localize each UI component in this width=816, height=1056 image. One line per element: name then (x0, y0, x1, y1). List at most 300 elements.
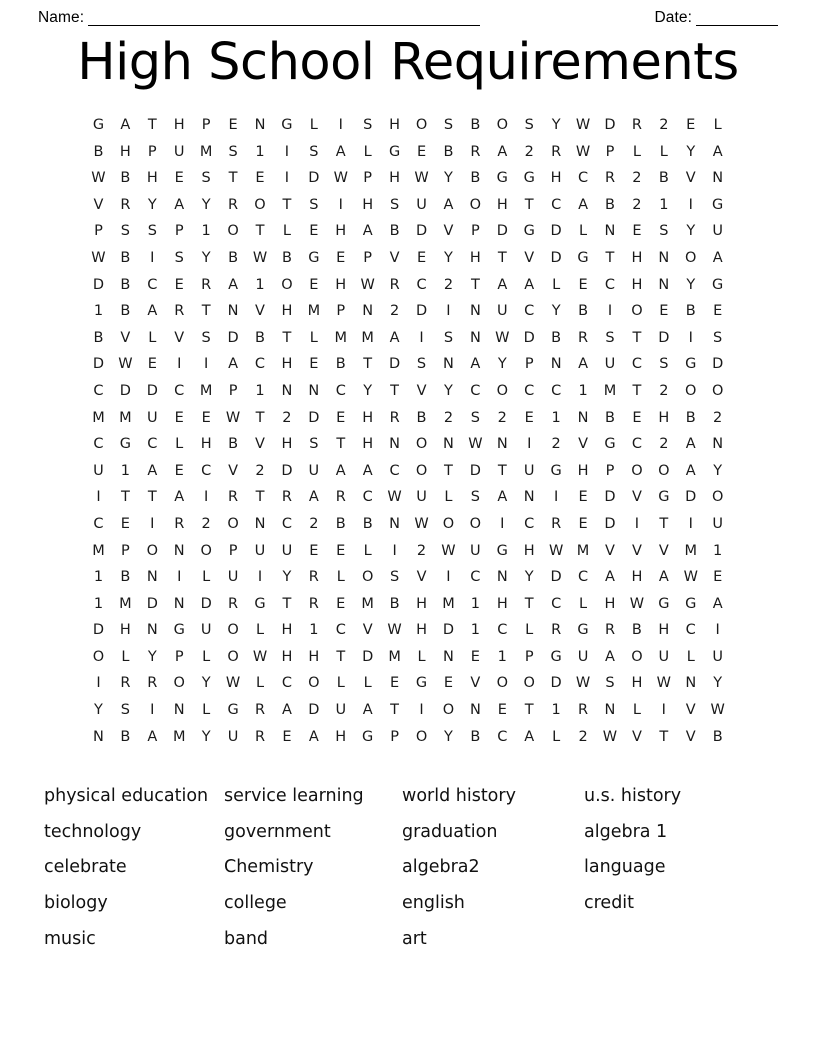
grid-cell[interactable]: A (174, 196, 185, 213)
grid-cell[interactable]: P (228, 382, 238, 399)
grid-cell[interactable]: R (174, 303, 185, 320)
grid-cell[interactable]: 2 (578, 728, 588, 745)
grid-cell[interactable]: O (496, 382, 508, 399)
grid-cell[interactable]: A (605, 569, 615, 586)
word-list-item[interactable]: technology (44, 821, 142, 842)
grid-cell[interactable]: P (605, 143, 615, 160)
grid-cell[interactable]: B (470, 117, 481, 133)
grid-cell[interactable]: C (174, 382, 185, 399)
grid-cell[interactable]: B (685, 409, 696, 426)
grid-cell[interactable]: O (658, 462, 670, 479)
grid-cell[interactable]: W (683, 569, 698, 586)
grid-cell[interactable]: C (147, 436, 158, 453)
grid-cell[interactable]: H (146, 170, 158, 187)
grid-cell[interactable]: H (416, 595, 427, 612)
grid-cell[interactable]: V (524, 249, 535, 266)
grid-cell[interactable]: I (177, 356, 182, 373)
grid-cell[interactable]: O (227, 648, 239, 665)
grid-cell[interactable]: I (500, 515, 505, 532)
grid-cell[interactable]: N (173, 542, 185, 559)
grid-cell[interactable]: R (551, 622, 562, 639)
grid-cell[interactable]: D (389, 356, 401, 373)
grid-cell[interactable]: O (685, 249, 697, 266)
grid-cell[interactable]: 2 (632, 170, 642, 187)
grid-cell[interactable]: S (605, 675, 615, 692)
grid-cell[interactable]: R (281, 489, 292, 506)
grid-cell[interactable]: L (632, 702, 641, 719)
grid-cell[interactable]: 1 (551, 409, 561, 426)
grid-cell[interactable]: 2 (497, 409, 507, 426)
grid-cell[interactable]: V (228, 462, 239, 479)
grid-cell[interactable]: R (389, 276, 400, 293)
grid-cell[interactable]: G (523, 170, 535, 187)
grid-cell[interactable]: B (389, 595, 400, 612)
grid-cell[interactable]: U (577, 648, 589, 665)
grid-cell[interactable]: S (309, 436, 319, 453)
grid-cell[interactable]: R (254, 702, 266, 719)
grid-cell[interactable]: H (200, 436, 212, 453)
grid-cell[interactable]: L (175, 436, 184, 453)
grid-cell[interactable]: T (497, 462, 507, 479)
grid-cell[interactable]: Y (444, 170, 453, 187)
grid-cell[interactable]: A (497, 489, 508, 506)
grid-cell[interactable]: L (444, 489, 453, 506)
grid-cell[interactable]: D (119, 382, 131, 399)
grid-cell[interactable]: N (308, 382, 320, 399)
grid-cell[interactable]: Y (363, 382, 373, 399)
grid-cell[interactable]: B (712, 728, 723, 745)
grid-cell[interactable]: L (336, 675, 345, 692)
grid-cell[interactable]: H (281, 356, 293, 373)
grid-cell[interactable]: T (632, 382, 642, 399)
grid-cell[interactable]: N (146, 569, 158, 586)
grid-cell[interactable]: W (548, 542, 564, 559)
grid-cell[interactable]: G (496, 170, 508, 187)
grid-cell[interactable]: M (361, 329, 374, 346)
grid-cell[interactable]: C (93, 515, 104, 532)
grid-cell[interactable]: V (443, 223, 454, 240)
grid-cell[interactable]: U (146, 409, 158, 426)
grid-cell[interactable]: N (712, 436, 724, 453)
grid-cell[interactable]: V (578, 436, 589, 453)
grid-cell[interactable]: C (577, 569, 589, 586)
grid-cell[interactable]: N (469, 329, 481, 346)
grid-cell[interactable]: C (631, 436, 642, 453)
grid-cell[interactable]: R (578, 702, 589, 719)
grid-cell[interactable]: V (93, 196, 104, 213)
grid-cell[interactable]: D (415, 303, 428, 320)
grid-cell[interactable]: G (281, 117, 293, 133)
grid-cell[interactable]: O (254, 196, 266, 213)
grid-cell[interactable]: M (307, 303, 321, 320)
grid-cell[interactable]: E (174, 170, 184, 187)
grid-cell[interactable]: 2 (389, 303, 400, 320)
grid-cell[interactable]: S (363, 117, 373, 133)
grid-cell[interactable]: D (469, 462, 481, 479)
grid-cell[interactable]: E (390, 675, 400, 692)
grid-cell[interactable]: U (604, 356, 616, 373)
grid-cell[interactable]: S (389, 196, 400, 213)
grid-cell[interactable]: T (524, 702, 534, 719)
word-list-item[interactable]: art (402, 929, 427, 950)
grid-cell[interactable]: A (685, 462, 696, 479)
grid-cell[interactable]: S (120, 223, 130, 240)
grid-cell[interactable]: I (661, 702, 666, 719)
grid-cell[interactable]: U (254, 542, 266, 559)
grid-cell[interactable]: H (550, 170, 562, 187)
grid-cell[interactable]: T (659, 728, 669, 745)
grid-cell[interactable]: E (336, 409, 346, 426)
word-list-item[interactable]: music (44, 929, 96, 950)
grid-cell[interactable]: T (282, 595, 292, 612)
grid-cell[interactable]: 2 (632, 196, 642, 213)
grid-cell[interactable]: M (361, 595, 374, 612)
grid-cell[interactable]: Y (686, 276, 696, 293)
grid-cell[interactable]: O (308, 675, 320, 692)
grid-cell[interactable]: G (92, 117, 105, 133)
grid-cell[interactable]: B (335, 356, 346, 373)
grid-cell[interactable]: I (338, 196, 343, 213)
grid-cell[interactable]: W (333, 170, 348, 187)
grid-cell[interactable]: P (363, 249, 373, 266)
grid-cell[interactable]: E (632, 409, 642, 426)
grid-cell[interactable]: O (227, 515, 239, 532)
grid-cell[interactable]: A (524, 728, 535, 745)
grid-cell[interactable]: R (604, 170, 616, 187)
grid-cell[interactable]: D (308, 170, 320, 187)
grid-cell[interactable]: H (389, 117, 401, 133)
grid-cell[interactable]: L (121, 648, 130, 665)
grid-cell[interactable]: W (575, 117, 591, 133)
grid-cell[interactable]: B (470, 170, 481, 187)
grid-cell[interactable]: P (147, 143, 157, 160)
grid-cell[interactable]: R (308, 595, 319, 612)
grid-cell[interactable]: G (362, 728, 374, 745)
grid-cell[interactable]: U (416, 196, 427, 213)
grid-cell[interactable]: I (177, 569, 182, 586)
grid-cell[interactable]: W (387, 489, 402, 506)
grid-cell[interactable]: D (281, 462, 293, 479)
grid-cell[interactable]: A (174, 489, 185, 506)
grid-cell[interactable]: O (415, 462, 428, 479)
grid-cell[interactable]: 2 (659, 117, 669, 133)
grid-cell[interactable]: I (96, 489, 101, 506)
grid-cell[interactable]: 2 (309, 515, 319, 532)
grid-cell[interactable]: Y (201, 249, 211, 266)
grid-cell[interactable]: B (281, 249, 292, 266)
grid-cell[interactable]: 2 (659, 436, 669, 453)
grid-cell[interactable]: H (335, 276, 347, 293)
grid-cell[interactable]: H (119, 622, 131, 639)
grid-cell[interactable]: T (632, 329, 642, 346)
grid-cell[interactable]: O (442, 702, 455, 719)
grid-cell[interactable]: E (497, 702, 507, 719)
grid-cell[interactable]: Y (713, 462, 723, 479)
grid-cell[interactable]: G (577, 622, 589, 639)
grid-cell[interactable]: 1 (713, 542, 723, 559)
grid-cell[interactable]: R (578, 329, 589, 346)
grid-cell[interactable]: P (228, 542, 238, 559)
grid-cell[interactable]: C (497, 622, 508, 639)
grid-cell[interactable]: E (578, 515, 588, 532)
grid-cell[interactable]: O (92, 648, 105, 665)
grid-cell[interactable]: A (605, 648, 615, 665)
grid-cell[interactable]: D (550, 223, 562, 240)
grid-cell[interactable]: B (93, 329, 104, 346)
grid-cell[interactable]: N (550, 356, 562, 373)
grid-cell[interactable]: V (631, 489, 642, 506)
grid-cell[interactable]: E (713, 569, 723, 586)
grid-cell[interactable]: D (308, 409, 320, 426)
grid-cell[interactable]: V (255, 436, 265, 453)
word-list-item[interactable]: service learning (224, 785, 364, 806)
grid-cell[interactable]: 1 (578, 382, 588, 399)
word-search-grid[interactable] (85, 112, 731, 750)
grid-cell[interactable]: N (254, 117, 266, 133)
grid-cell[interactable]: R (604, 622, 616, 639)
grid-cell[interactable]: L (309, 329, 318, 346)
grid-cell[interactable]: D (604, 515, 616, 532)
grid-cell[interactable]: D (362, 648, 374, 665)
grid-cell[interactable]: H (604, 595, 616, 612)
grid-cell[interactable]: C (93, 436, 104, 453)
grid-cell[interactable]: 1 (255, 276, 265, 293)
grid-cell[interactable]: S (120, 702, 130, 719)
grid-cell[interactable]: G (496, 542, 508, 559)
grid-cell[interactable]: I (284, 143, 290, 160)
grid-cell[interactable]: 2 (282, 409, 292, 426)
grid-cell[interactable]: A (335, 462, 346, 479)
grid-cell[interactable]: A (578, 196, 589, 213)
grid-cell[interactable]: N (496, 569, 508, 586)
grid-cell[interactable]: N (712, 170, 724, 187)
grid-cell[interactable]: N (146, 622, 158, 639)
grid-cell[interactable]: L (525, 622, 534, 639)
grid-cell[interactable]: L (202, 569, 211, 586)
grid-cell[interactable]: M (442, 595, 455, 612)
word-list-item[interactable]: celebrate (44, 857, 127, 878)
grid-cell[interactable]: O (469, 196, 482, 213)
grid-cell[interactable]: A (389, 329, 400, 346)
grid-cell[interactable]: N (173, 702, 185, 719)
grid-cell[interactable]: Y (147, 196, 157, 213)
grid-cell[interactable]: G (685, 356, 697, 373)
grid-cell[interactable]: D (604, 489, 616, 506)
grid-cell[interactable]: C (524, 515, 535, 532)
grid-cell[interactable]: G (227, 702, 239, 719)
grid-cell[interactable]: H (335, 728, 347, 745)
grid-cell[interactable]: G (415, 675, 428, 692)
grid-cell[interactable]: R (631, 117, 642, 133)
grid-cell[interactable]: V (120, 329, 131, 346)
grid-cell[interactable]: H (335, 223, 347, 240)
grid-cell[interactable]: A (281, 702, 292, 719)
grid-cell[interactable]: D (92, 356, 105, 373)
grid-cell[interactable]: P (390, 728, 399, 745)
grid-cell[interactable]: H (469, 249, 481, 266)
grid-cell[interactable]: M (92, 542, 105, 559)
grid-cell[interactable]: C (604, 276, 616, 293)
word-list-item[interactable]: english (402, 893, 465, 914)
grid-cell[interactable]: S (416, 356, 427, 373)
grid-cell[interactable]: C (631, 356, 642, 373)
grid-cell[interactable]: H (631, 249, 643, 266)
word-list-item[interactable]: band (224, 929, 269, 950)
grid-cell[interactable]: U (281, 542, 293, 559)
word-list-item[interactable]: college (224, 893, 287, 914)
grid-cell[interactable]: H (281, 648, 293, 665)
grid-cell[interactable]: A (712, 249, 723, 266)
grid-cell[interactable]: I (150, 515, 155, 532)
grid-cell[interactable]: A (470, 356, 481, 373)
grid-cell[interactable]: 2 (443, 276, 454, 293)
grid-cell[interactable]: C (362, 489, 373, 506)
grid-cell[interactable]: I (150, 702, 155, 719)
grid-cell[interactable]: B (551, 329, 562, 346)
grid-cell[interactable]: H (281, 436, 293, 453)
grid-cell[interactable]: P (524, 648, 534, 665)
grid-cell[interactable]: O (415, 436, 428, 453)
grid-cell[interactable]: A (147, 728, 158, 745)
grid-cell[interactable]: V (685, 702, 696, 719)
grid-cell[interactable]: O (227, 622, 239, 639)
grid-cell[interactable]: O (631, 462, 643, 479)
grid-cell[interactable]: O (415, 117, 428, 133)
grid-cell[interactable]: E (174, 409, 184, 426)
grid-cell[interactable]: O (631, 303, 643, 320)
grid-cell[interactable]: I (338, 117, 343, 133)
grid-cell[interactable]: E (201, 409, 211, 426)
grid-cell[interactable]: V (685, 170, 696, 187)
grid-cell[interactable]: G (173, 622, 185, 639)
grid-cell[interactable]: E (309, 276, 319, 293)
grid-cell[interactable]: C (201, 462, 212, 479)
grid-cell[interactable]: T (336, 648, 346, 665)
grid-cell[interactable]: V (416, 382, 427, 399)
grid-cell[interactable]: U (173, 143, 185, 160)
grid-cell[interactable]: B (605, 409, 615, 426)
grid-cell[interactable]: M (119, 409, 132, 426)
grid-cell[interactable]: D (415, 223, 428, 240)
grid-cell[interactable]: L (713, 117, 722, 133)
grid-cell[interactable]: A (685, 436, 696, 453)
grid-cell[interactable]: Y (444, 382, 453, 399)
grid-cell[interactable]: A (147, 462, 158, 479)
grid-cell[interactable]: R (551, 143, 562, 160)
grid-cell[interactable]: B (389, 223, 400, 240)
grid-cell[interactable]: C (470, 569, 481, 586)
grid-cell[interactable]: C (147, 276, 158, 293)
grid-cell[interactable]: N (496, 436, 508, 453)
grid-cell[interactable]: C (551, 595, 562, 612)
grid-cell[interactable]: A (497, 143, 508, 160)
grid-cell[interactable]: W (468, 436, 483, 453)
grid-cell[interactable]: L (632, 143, 641, 160)
grid-cell[interactable]: O (631, 648, 643, 665)
grid-cell[interactable]: R (551, 515, 562, 532)
grid-cell[interactable]: T (444, 462, 453, 479)
grid-cell[interactable]: O (415, 728, 428, 745)
grid-cell[interactable]: T (147, 489, 157, 506)
grid-cell[interactable]: B (93, 143, 104, 160)
grid-cell[interactable]: L (202, 648, 211, 665)
grid-cell[interactable]: D (712, 356, 724, 373)
grid-cell[interactable]: 1 (470, 622, 480, 639)
grid-cell[interactable]: O (496, 675, 508, 692)
grid-cell[interactable]: M (603, 382, 617, 399)
grid-cell[interactable]: L (255, 622, 265, 639)
grid-cell[interactable]: I (688, 329, 693, 346)
grid-cell[interactable]: 2 (713, 409, 723, 426)
grid-cell[interactable]: Y (444, 728, 453, 745)
grid-cell[interactable]: W (575, 143, 591, 160)
grid-cell[interactable]: E (174, 462, 184, 479)
grid-cell[interactable]: L (336, 569, 345, 586)
grid-cell[interactable]: T (363, 356, 373, 373)
grid-cell[interactable]: Y (686, 223, 696, 240)
word-list-item[interactable]: algebra 1 (584, 821, 668, 842)
grid-cell[interactable]: I (715, 622, 720, 639)
grid-cell[interactable]: N (254, 515, 266, 532)
grid-cell[interactable]: R (120, 196, 131, 213)
grid-cell[interactable]: O (200, 542, 212, 559)
grid-cell[interactable]: N (227, 303, 239, 320)
grid-cell[interactable]: H (173, 117, 185, 133)
grid-cell[interactable]: I (204, 489, 209, 506)
grid-cell[interactable]: D (550, 675, 562, 692)
grid-cell[interactable]: S (713, 329, 723, 346)
grid-cell[interactable]: T (201, 303, 211, 320)
grid-cell[interactable]: 1 (309, 622, 319, 639)
grid-cell[interactable]: I (553, 489, 559, 506)
grid-cell[interactable]: E (686, 117, 696, 133)
grid-cell[interactable]: E (416, 249, 427, 266)
grid-cell[interactable]: B (335, 515, 346, 532)
grid-cell[interactable]: G (658, 595, 670, 612)
grid-cell[interactable]: B (578, 303, 589, 320)
grid-cell[interactable]: E (336, 542, 346, 559)
grid-cell[interactable]: B (685, 303, 696, 320)
grid-cell[interactable]: H (658, 622, 670, 639)
grid-cell[interactable]: D (496, 223, 508, 240)
grid-cell[interactable]: O (361, 569, 374, 586)
grid-cell[interactable]: C (281, 675, 292, 692)
grid-cell[interactable]: I (257, 569, 263, 586)
grid-cell[interactable]: C (254, 356, 266, 373)
grid-cell[interactable]: V (470, 675, 481, 692)
grid-cell[interactable]: B (470, 728, 481, 745)
grid-cell[interactable]: W (414, 170, 429, 187)
grid-cell[interactable]: D (92, 622, 105, 639)
grid-cell[interactable]: S (605, 329, 615, 346)
grid-cell[interactable]: L (417, 648, 426, 665)
grid-cell[interactable]: B (120, 569, 131, 586)
grid-cell[interactable]: O (146, 542, 159, 559)
grid-cell[interactable]: V (174, 329, 185, 346)
grid-cell[interactable]: H (577, 462, 589, 479)
grid-cell[interactable]: N (685, 675, 697, 692)
grid-cell[interactable]: 1 (659, 196, 669, 213)
grid-cell[interactable]: S (470, 489, 480, 506)
word-list-item[interactable]: credit (584, 893, 635, 914)
grid-cell[interactable]: H (416, 622, 427, 639)
grid-cell[interactable]: L (659, 143, 668, 160)
grid-cell[interactable]: W (91, 170, 106, 187)
grid-cell[interactable]: U (227, 569, 239, 586)
grid-cell[interactable]: E (632, 223, 642, 240)
grid-cell[interactable]: 1 (93, 569, 104, 586)
grid-cell[interactable]: M (199, 382, 213, 399)
